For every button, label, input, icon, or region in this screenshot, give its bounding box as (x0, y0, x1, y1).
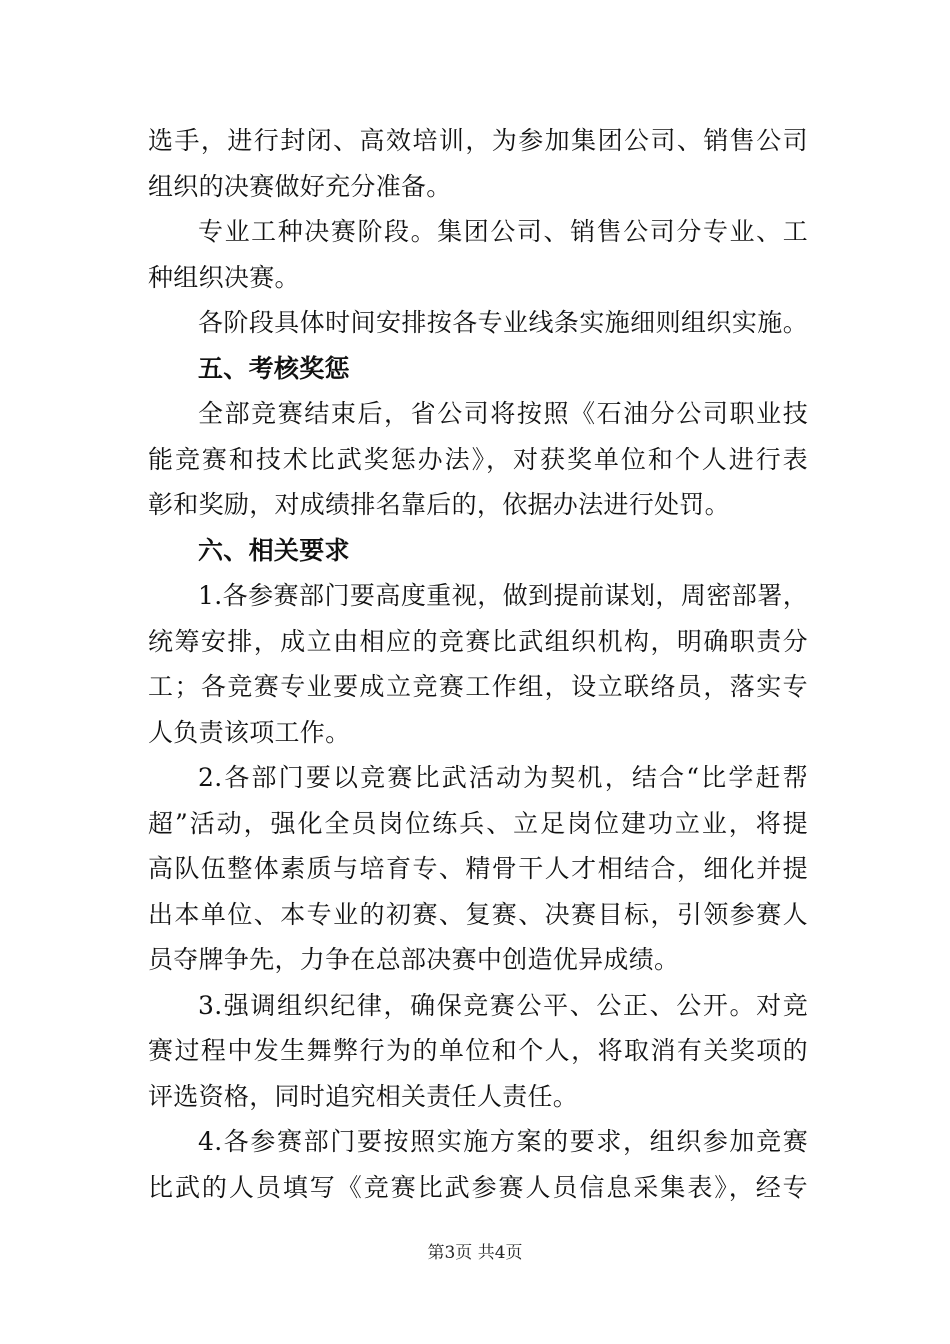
text-line: 员夺牌争先，力争在总部决赛中创造优异成绩。 (148, 945, 680, 974)
text-line: 能竞赛和技术比武奖惩办法》，对获奖单位和个人进行表 (148, 444, 808, 474)
text-line: 全部竞赛结束后，省公司将按照《石油分公司职业技 (198, 399, 808, 428)
text-line: 赛过程中发生舞弊行为的单位和个人，将取消有关奖项的 (148, 1036, 808, 1065)
text-line: 种组织决赛。 (148, 262, 300, 292)
text-line: 工；各竞赛专业要成立竞赛工作组，设立联络员，落实专 (148, 672, 808, 701)
text-line: 超”活动，强化全员岗位练兵、立足岗位建功立业，将提 (148, 808, 808, 838)
text-line: 统筹安排，成立由相应的竞赛比武组织机构，明确职责分 (148, 626, 808, 656)
text-line: 专业工种决赛阶段。集团公司、销售公司分专业、工 (198, 217, 808, 246)
section-heading: 五、考核奖惩 (198, 353, 350, 383)
page-number-label: 第3页 共4页 (427, 1243, 523, 1263)
text-line: 比武的人员填写《竞赛比武参赛人员信息采集表》，经专 (148, 1172, 808, 1202)
text-line: 彰和奖励，对成绩排名靠后的，依据办法进行处罚。 (148, 490, 730, 519)
text-line: 3.强调组织纪律，确保竞赛公平、公正、公开。对竞 (198, 990, 808, 1020)
text-line: 评选资格，同时追究相关责任人责任。 (148, 1081, 579, 1111)
text-line: 人负责该项工作。 (148, 717, 351, 747)
page-footer (0, 1241, 950, 1265)
text-line: 各阶段具体时间安排按各专业线条实施细则组织实施。 (198, 308, 808, 337)
text-line: 2.各部门要以竞赛比武活动为契机，结合“比学赶帮 (198, 763, 808, 792)
text-line: 1.各参赛部门要高度重视，做到提前谋划，周密部署， (198, 581, 808, 610)
text-line: 选手，进行封闭、高效培训，为参加集团公司、销售公司 (148, 126, 808, 155)
text-line: 高队伍整体素质与培育专、精骨干人才相结合，细化并提 (148, 854, 808, 883)
text-line: 组织的决赛做好充分准备。 (148, 171, 452, 201)
text-line: 出本单位、本专业的初赛、复赛、决赛目标，引领参赛人 (148, 899, 808, 929)
document-body (148, 118, 808, 1210)
section-heading: 六、相关要求 (198, 535, 350, 565)
text-line: 4.各参赛部门要按照实施方案的要求，组织参加竞赛 (198, 1127, 808, 1156)
